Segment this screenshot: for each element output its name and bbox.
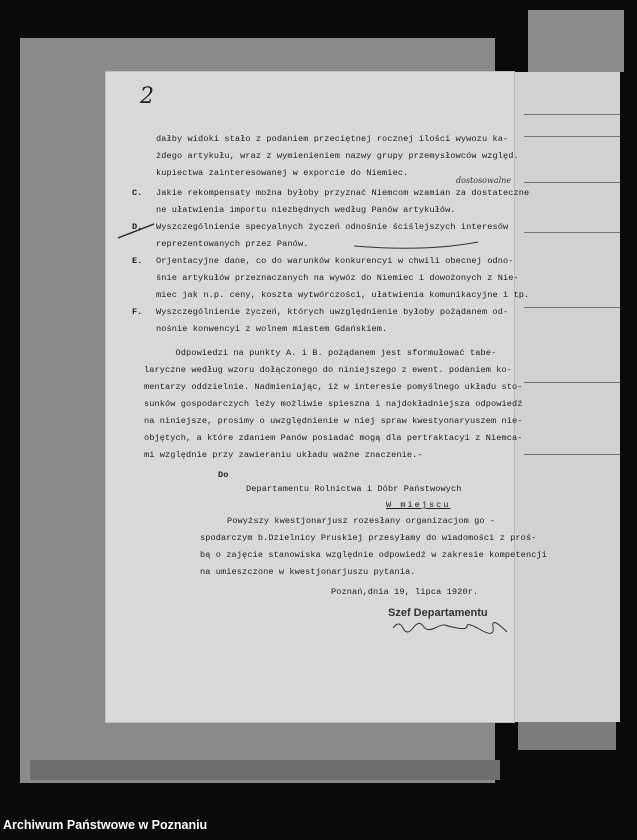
text-line: kupiectwa zainteresowanej w exporcie do Niemiec. — [156, 168, 409, 178]
text-line: żdego artykułu, wraz z wymienieniem nazwy grupy przemysłowców względ. — [156, 151, 519, 161]
item-label: F. — [132, 307, 143, 317]
adjacent-page-strip — [512, 72, 620, 722]
item-label: E. — [132, 256, 143, 266]
text-line: Orjentacyjne dane, co do warunków konkurencyi w chwili obecnej odno- — [156, 256, 514, 266]
text-line: objętych, a które zdaniem Panów posiadać mogą dla pertraktacyi z Niemca- — [144, 433, 523, 443]
text-line: laryczne według wzoru dołączonego do niniejszego z ewent. podaniem ko- — [144, 365, 512, 375]
item-label: C. — [132, 188, 143, 198]
location: W miejscu — [386, 500, 451, 510]
signature-stamp: Szef Departamentu — [388, 607, 488, 619]
text-line: na umieszczone w kwestjonarjuszu pytania. — [200, 567, 416, 577]
backing-edge — [30, 760, 500, 780]
text-line: mentarzy oddzielnie. Nadmieniając, iż w interesie pomyślnego układu sto- — [144, 382, 523, 392]
text-line: miec jak n.p. ceny, koszta wytwórczości, ułatwienia komunikacyjne i tp. — [156, 290, 530, 300]
item-label: D. — [132, 222, 143, 232]
handwritten-note: dostosowalne — [456, 176, 512, 185]
text-line: reprezentowanych przez Panów. — [156, 239, 309, 249]
text-line: ne ułatwienia importu niezbędnych według Panów artykułów. — [156, 205, 456, 215]
text-line: śnie artykułów przeznaczanych na wywóz do Niemiec i dowożonych z Nie- — [156, 273, 519, 283]
addressee: Departamentu Rolnictwa i Dóbr Państwowych — [246, 484, 462, 494]
to-label: Do — [218, 470, 229, 480]
document-page — [106, 72, 547, 722]
text-line: Wyszczególnienie życzeń, których uwzględnienie byłoby pożądanem od- — [156, 307, 509, 317]
text-line: mi względnie przy zawieraniu układu ważne znaczenie.- — [144, 450, 423, 460]
archive-credit: Archiwum Państwowe w Poznaniu — [3, 818, 208, 832]
text-line: dałby widoki stało z podaniem przeciętnej rocznej ilości wywozu ka- — [156, 134, 509, 144]
backing-edge-right — [518, 722, 616, 750]
date: Poznań,dnia 19, lipca 1920r. — [331, 587, 479, 597]
backing-strip — [528, 10, 624, 72]
text-line: bą o zajęcie stanowiska względnie odpowiedź w zakresie kompetencji — [200, 550, 547, 560]
text-line: na niniejsze, prosimy o uwzględnienie w niej spraw kwestyonaryuszem nie- — [144, 416, 523, 426]
pen-marks — [106, 72, 514, 272]
text-line: Powyższy kwestjonarjusz rozesłany organizacjom go - — [206, 516, 496, 526]
text-line: Wyszczególnienie specyalnych życzeń odnośnie ściślejszych interesów — [156, 222, 509, 232]
text-line: nośnie konwencyi z wolnem miastem Gdańskiem. — [156, 324, 388, 334]
text-line: Jakie rekompensaty można byłoby przyznać Niemcom wzamian za dostateczne — [156, 188, 530, 198]
page-number: 2 — [140, 84, 154, 109]
signature — [391, 620, 511, 636]
text-line: sunków gospodarczych leży możliwie spieszna i najdokładniejsza odpowiedź — [144, 399, 523, 409]
text-line: spodarczym b.Dzielnicy Pruskiej przesyłamy do wiadomości z proś- — [200, 533, 537, 543]
text-line: Odpowiedzi na punkty A. i B. pożądanem jest sformułować tabe- — [144, 348, 497, 358]
